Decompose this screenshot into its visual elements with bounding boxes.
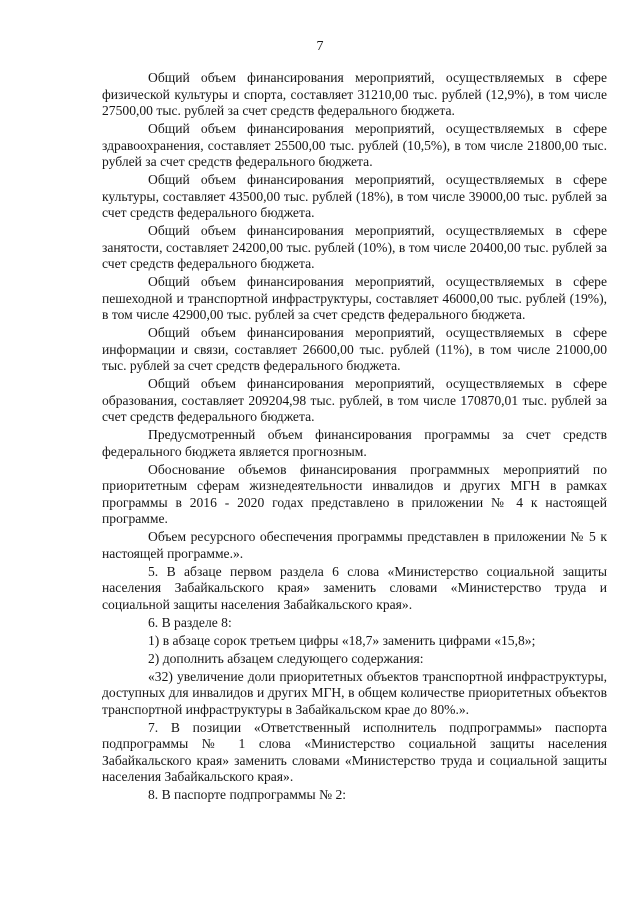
paragraph-sport-funding: Общий объем финансирования мероприятий, осуществляемых в сфере физической культуры и спорта, составляет 31210,00 тыс. рублей (12,9%), в том числе 27500,00 тыс. рублей за счет средств федерального бюджета. [102,70,607,118]
paragraph-resource-support: Объем ресурсного обеспечения программы представлен в приложении № 5 к настоящей программе.». [102,529,607,561]
paragraph-culture-funding: Общий объем финансирования мероприятий, осуществляемых в сфере культуры, составляет 43500,00 тыс. рублей (18%), в том числе 39000,00 тыс. рублей за счет средств федерального бюджета. [102,172,607,220]
paragraph-health-funding: Общий объем финансирования мероприятий, осуществляемых в сфере здравоохранения, составляет 25500,00 тыс. рублей (10,5%), в том числе 21800,00 тыс. рублей за счет средств федерального бюджета. [102,121,607,169]
paragraph-item-6: 6. В разделе 8: [148,614,232,630]
paragraph-item-7: 7. В позиции «Ответственный исполнитель подпрограммы» паспорта подпрограммы № 1 слова «Министерство социальной защиты населения Забайкальского края» заменить словами «Министерство труда и социальной защиты населения Забайкальского края». [102,719,607,784]
paragraph-item-5: 5. В абзаце первом раздела 6 слова «Министерство социальной защиты населения Забайкальского края» заменить словами «Министерство труда и социальной защиты населения Забайкальского края». [102,563,607,612]
paragraph-justification: Обоснование объемов финансирования программных мероприятий по приоритетным сферам жизнедеятельности инвалидов и других МГН в рамках программы в 2016 - 2020 годах представлено в приложении № 4 к настоящей программе. [102,461,607,526]
paragraph-employment-funding: Общий объем финансирования мероприятий, осуществляемых в сфере занятости, составляет 24200,00 тыс. рублей (10%), в том числе 20400,00 тыс. рублей за счет средств федерального бюджета. [102,223,607,271]
page-number: 7 [316,39,324,54]
paragraph-new-item-32: «32) увеличение доли приоритетных объектов транспортной инфраструктуры, доступных для инвалидов и других МГН, в общем количестве приоритетных объектов транспортной инфраструктуры в Забайкальском крае до 80%.». [102,668,607,717]
paragraph-information-funding: Общий объем финансирования мероприятий, осуществляемых в сфере информации и связи, составляет 26600,00 тыс. рублей (11%), в том числе 21000,00 тыс. рублей за счет средств федерального бюджета. [102,325,607,373]
paragraph-item-8: 8. В паспорте подпрограммы № 2: [148,787,347,802]
paragraph-subitem-1: 1) в абзаце сорок третьем цифры «18,7» заменить цифрами «15,8»; [148,632,536,648]
paragraph-transport-funding: Общий объем финансирования мероприятий, осуществляемых в сфере пешеходной и транспортной инфраструктуры, составляет 46000,00 тыс. рублей (19%), в том числе 42900,00 тыс. рублей за счет средств федерального бюджета. [102,274,607,322]
paragraph-federal-forecast: Предусмотренный объем финансирования программы за счет средств федерального бюджета является прогнозным. [102,427,607,459]
paragraph-subitem-2: 2) дополнить абзацем следующего содержания: [148,650,424,666]
document-body [102,70,607,805]
paragraph-education-funding: Общий объем финансирования мероприятий, осуществляемых в сфере образования, составляет 209204,98 тыс. рублей, в том числе 170870,01 тыс. рублей за счет средств федерального бюджета. [102,376,607,424]
